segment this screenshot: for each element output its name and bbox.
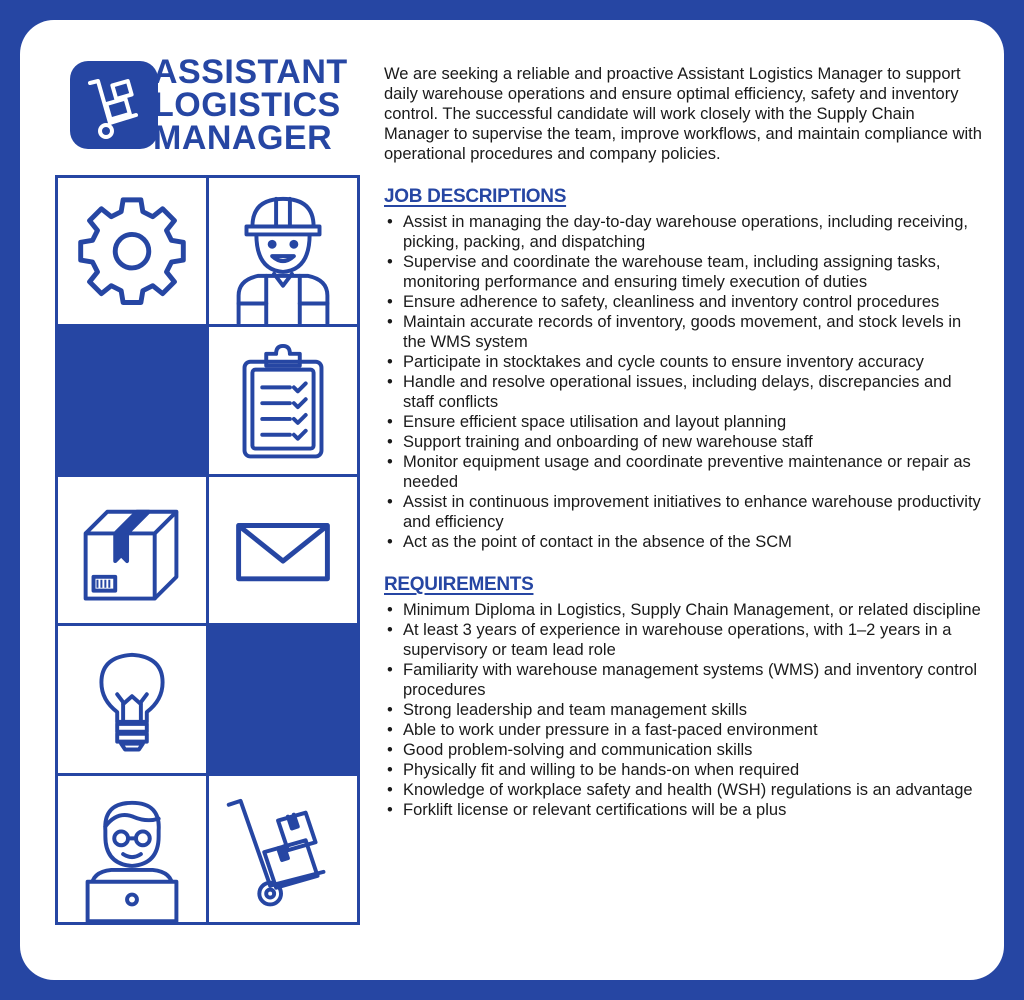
clipboard-checklist-icon [209,327,357,473]
list-item: • Ensure efficient space utilisation and layout planning [384,412,984,432]
poster-card [20,20,1004,980]
list-item: • Ensure adherence to safety, cleanliness and inventory control procedures [384,292,984,312]
list-item: • Physically fit and willing to be hands-on when required [384,760,984,780]
page-title [153,53,348,157]
lightbulb-icon [58,626,206,772]
requirements-heading: REQUIREMENTS [384,574,534,595]
list-item: • Forklift license or relevant certifications will be a plus [384,800,984,820]
worker-icon [209,178,357,324]
gear-icon [58,178,206,324]
icon-grid [55,175,360,925]
blank-tile [58,327,206,473]
list-item: • Familiarity with warehouse management systems (WMS) and inventory control procedures [384,660,984,700]
blank-tile [209,626,357,772]
job-descriptions-list [384,212,984,552]
job-descriptions-heading: JOB DESCRIPTIONS [384,186,567,207]
list-item: • Knowledge of workplace safety and health (WSH) regulations is an advantage [384,780,984,800]
list-item: • Act as the point of contact in the absence of the SCM [384,532,984,552]
title-line-1: ASSISTANT [153,53,348,91]
list-item: • At least 3 years of experience in warehouse operations, with 1–2 years in a supervisory or team lead role [384,620,984,660]
hand-truck-icon [209,776,357,922]
list-item: • Assist in managing the day-to-day warehouse operations, including receiving, picking, packing, and dispatching [384,212,984,252]
list-item: • Good problem-solving and communication skills [384,740,984,760]
title-line-3: MANAGER [153,119,333,157]
hand-truck-logo-icon [70,61,158,149]
list-item: • Monitor equipment usage and coordinate preventive maintenance or repair as needed [384,452,984,492]
list-item: • Handle and resolve operational issues, including delays, discrepancies and staff conflicts [384,372,984,412]
list-item: • Able to work under pressure in a fast-paced environment [384,720,984,740]
envelope-icon [209,477,357,623]
list-item: • Assist in continuous improvement initiatives to enhance warehouse productivity and efficiency [384,492,984,532]
package-box-icon [58,477,206,623]
list-item: • Support training and onboarding of new warehouse staff [384,432,984,452]
content-column [384,64,984,820]
intro-paragraph: We are seeking a reliable and proactive Assistant Logistics Manager to support daily warehouse operations and ensure optimal efficiency, safety and inventory control. The successful candidate will work closely with the Supply Chain Manager to supervise the team, improve workflows, and maintain compliance with operational procedures and company policies. [384,65,982,163]
list-item: • Supervise and coordinate the warehouse team, including assigning tasks, monitoring performance and ensuring timely execution of duties [384,252,984,292]
office-worker-laptop-icon [58,776,206,922]
list-item: • Participate in stocktakes and cycle counts to ensure inventory accuracy [384,352,984,372]
requirements-list [384,600,984,820]
list-item: • Minimum Diploma in Logistics, Supply Chain Management, or related discipline [384,600,984,620]
list-item: • Maintain accurate records of inventory, goods movement, and stock levels in the WMS system [384,312,984,352]
title-line-2: LOGISTICS [153,86,341,124]
list-item: • Strong leadership and team management skills [384,700,984,720]
